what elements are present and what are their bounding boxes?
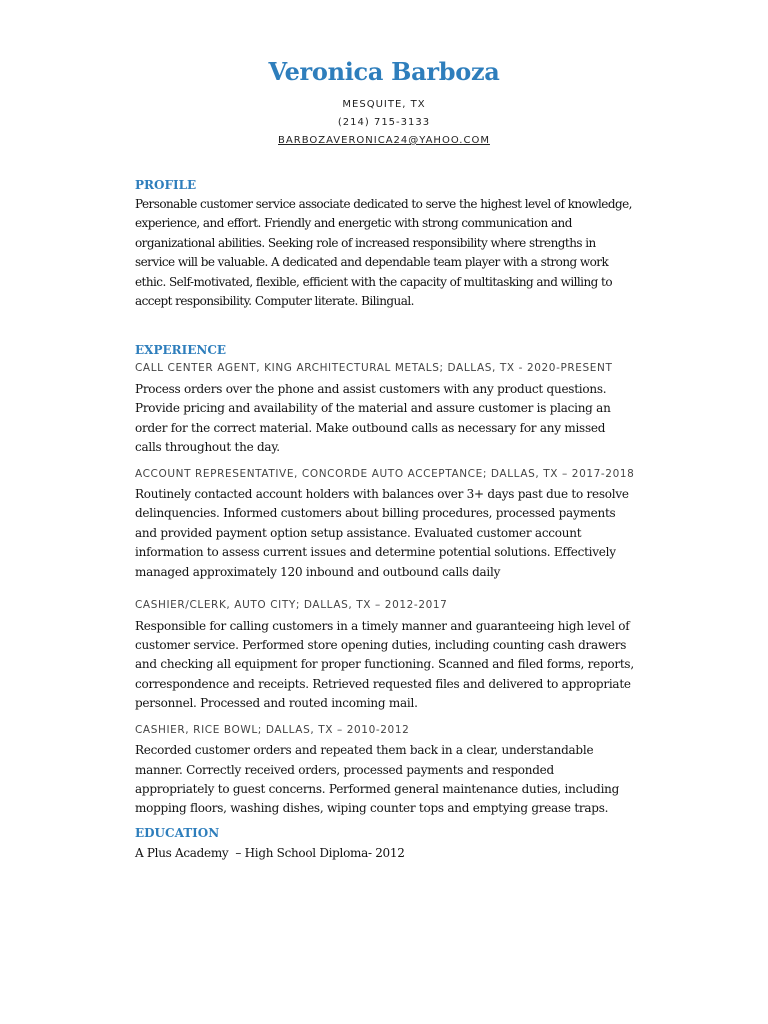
job-description: Routinely contacted account holders with balances over 3+ days past due to resolve delinquencies. Informed customers about billing procedures, processed payments and provided payment option setup assistance. Evaluated customer account information to assess current issues and determine potential solutions. Effectively managed approximately 120 inbound and outbound calls daily [135, 487, 629, 579]
candidate-name: Veronica Barboza [268, 57, 500, 86]
email-link[interactable]: BARBOZAVERONICA24@YAHOO.COM [278, 135, 490, 146]
job-heading: CALL CENTER AGENT, KING ARCHITECTURAL METALS; DALLAS, TX - 2020-PRESENT [135, 362, 613, 375]
job-description: Recorded customer orders and repeated them back in a clear, understandable manner. Correctly received orders, processed payments and responded appropriately to guest concerns. Performed general maintenance duties, including mopping floors, washing dishes, wiping counter tops and emptying grease traps. [135, 743, 620, 816]
phone-number: (214) 715-3133 [337, 117, 431, 128]
resume-header [0, 56, 768, 150]
experience-heading: EXPERIENCE [135, 343, 227, 358]
job-heading: CASHIER, RICE BOWL; DALLAS, TX – 2010-2012 [135, 723, 410, 736]
profile-section [135, 176, 635, 311]
profile-heading: PROFILE [135, 178, 197, 192]
location: MESQUITE, TX [342, 99, 426, 110]
job-entry [135, 465, 635, 583]
education-section [135, 824, 635, 862]
job-description: Responsible for calling customers in a timely manner and guaranteeing high level of customer service. Performed store opening duties, including counting cash drawers and checking all equipment for proper functioning. Scanned and filed forms, reports, correspondence and receipts. Retrieved requested files and delivered to appropriate personnel. Processed and routed incoming mail. [135, 618, 634, 711]
experience-section [135, 341, 635, 818]
job-description: Process orders over the phone and assist customers with any product questions. Provide pricing and availability of the material and assure customer is placing an order for the correct material. Make outbound calls as necessary for any missed calls throughout the day. [135, 381, 611, 455]
job-entry [135, 596, 635, 714]
resume-body [135, 176, 635, 862]
education-heading: EDUCATION [135, 825, 220, 840]
profile-text: Personable customer service associate dedicated to serve the highest level of knowledge, experience, and effort. Friendly and energetic with strong communication and organizational abilities. Seeking role of increased responsibility where strengths in service will be valuable. A dedicated and dependable team player with a strong work ethic. Self-motivated, flexible, efficient with the capacity of multitasking and willing to accept responsibility. Computer literate. Bilingual. [135, 197, 632, 309]
job-heading: CASHIER/CLERK, AUTO CITY; DALLAS, TX – 2012-2017 [135, 599, 448, 612]
job-entry [135, 359, 635, 457]
education-entry: A Plus Academy – High School Diploma- 2012 [135, 845, 405, 860]
job-entry [135, 721, 635, 819]
job-heading: ACCOUNT REPRESENTATIVE, CONCORDE AUTO ACCEPTANCE; DALLAS, TX – 2017-2018 [135, 467, 635, 480]
